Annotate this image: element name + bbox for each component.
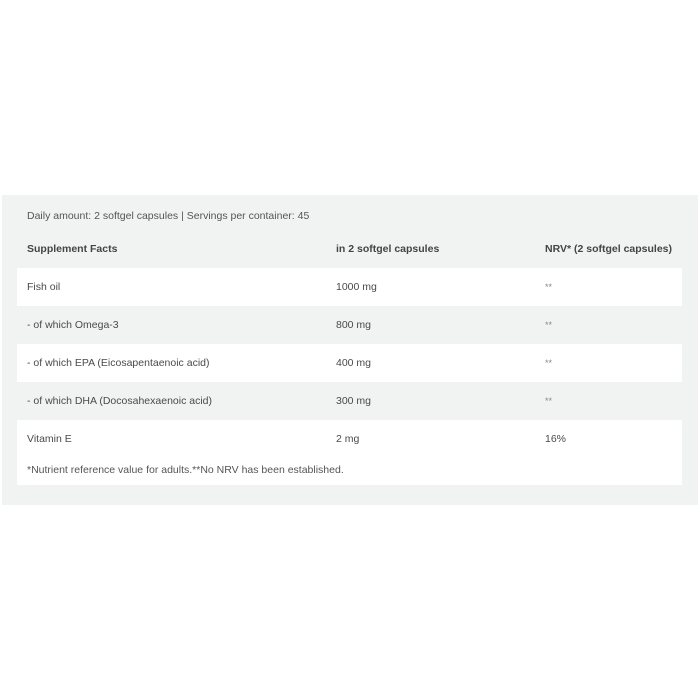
table-row bbox=[17, 420, 682, 458]
row-nrv: ** bbox=[545, 358, 553, 368]
row-nrv: ** bbox=[545, 320, 553, 330]
header-amount: in 2 softgel capsules bbox=[336, 243, 440, 255]
row-nrv: ** bbox=[545, 396, 553, 406]
footnote-box bbox=[17, 458, 682, 485]
row-name: Fish oil bbox=[27, 281, 61, 293]
table-header-row bbox=[17, 230, 682, 268]
daily-amount-text: Daily amount: 2 softgel capsules | Servings per container: 45 bbox=[27, 210, 310, 222]
row-amount: 2 mg bbox=[336, 433, 360, 445]
row-nrv: ** bbox=[545, 282, 553, 292]
supplement-facts-table bbox=[17, 230, 682, 458]
row-name: - of which Omega-3 bbox=[27, 319, 119, 331]
table-row bbox=[17, 382, 682, 420]
footnote-text: *Nutrient reference value for adults.**No NRV has been established. bbox=[27, 464, 344, 476]
row-name: Vitamin E bbox=[27, 433, 72, 445]
row-name: - of which DHA (Docosahexaenoic acid) bbox=[27, 395, 213, 407]
header-nrv: NRV* (2 softgel capsules) bbox=[545, 243, 673, 255]
row-name: - of which EPA (Eicosapentaenoic acid) bbox=[27, 357, 210, 369]
row-amount: 800 mg bbox=[336, 319, 372, 331]
header-supplement-facts: Supplement Facts bbox=[27, 243, 118, 255]
row-nrv: 16% bbox=[545, 433, 567, 445]
row-amount: 400 mg bbox=[336, 357, 372, 369]
table-row bbox=[17, 268, 682, 306]
row-amount: 1000 mg bbox=[336, 281, 377, 293]
row-amount: 300 mg bbox=[336, 395, 372, 407]
table-row bbox=[17, 306, 682, 344]
table-row bbox=[17, 344, 682, 382]
